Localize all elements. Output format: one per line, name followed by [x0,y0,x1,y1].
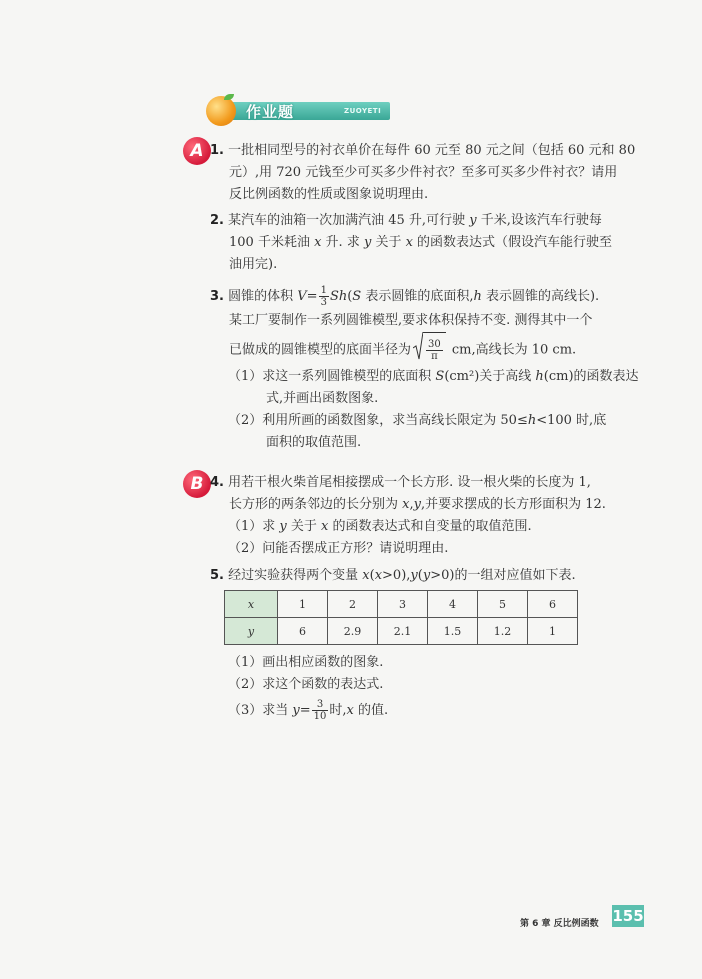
variable: x [405,235,413,250]
variable: y [422,568,431,583]
variable: y [469,213,477,228]
table-cell: 1.5 [428,618,478,645]
text: （2）求这个函数的表达式. [228,677,384,692]
variable: x [362,568,370,583]
text: 表示圆锥的底面积, [361,289,474,304]
variable: x [374,568,383,583]
text: ,并要求摆成的长方形面积为 12. [420,497,606,512]
fraction-denominator: 3 [320,297,327,308]
text: 的值. [353,703,389,718]
question-number: 5. [210,568,224,583]
text: >0)的一组对应值如下表. [430,568,576,583]
text: ( [369,568,375,583]
question-5 [210,565,576,587]
fraction-numerator: 1 [320,285,327,296]
text: ( [347,289,353,304]
text: （1）求这一系列圆锥模型的底面积 [228,369,436,384]
text: 的函数表达式和自变量的取值范围. [328,519,532,534]
variable: x [402,497,410,512]
table-cell: 6 [528,591,578,618]
text: 时, [329,703,347,718]
fraction-numerator: 3 [312,699,329,711]
square-root [413,332,446,368]
page-number: 155 [612,907,644,925]
text: (cm)的函数表达 [543,369,639,384]
text: , [409,497,414,512]
leaf-icon [224,94,234,100]
text: 关于 [371,235,406,250]
text: （1）求 [228,519,280,534]
text: 已做成的圆锥模型的底面半径为 [229,342,412,358]
text: 100 千米耗油 [229,235,315,250]
variable: y [292,703,300,718]
variable: y [413,497,421,512]
text: 的函数表达式（假设汽车能行驶至 [412,235,613,250]
text: （2）问能否摆成正方形？请说明理由. [228,541,449,556]
text: 长方形的两条邻边的长分别为 [229,497,403,512]
text: >0), [382,568,411,583]
table-row [225,618,578,645]
question-number: 2. [210,213,224,228]
question-2 [210,210,612,276]
question-text: 元）,用 720 元钱至少可买多少件衬衣？至多可买多少件衬衣？请用 [229,165,618,180]
text: （3）求当 [228,703,293,718]
question-1 [210,140,635,206]
text: <100 时,底 [536,413,607,428]
text: 某汽车的油箱一次加满汽油 45 升,可行驶 [228,213,470,228]
orange-icon [206,96,236,126]
value-table [224,590,578,645]
fraction-numerator: 30 [428,339,441,350]
table-cell: 2.1 [378,618,428,645]
variable: V [297,289,307,304]
text: （1）画出相应函数的图象. [228,655,384,670]
question-number: 3. [210,289,224,304]
text: 升. 求 [321,235,364,250]
variable: x [321,519,329,534]
table-header-y: y [225,618,278,645]
banner-title: 作业题 [246,103,295,121]
text: 油用完). [229,257,278,272]
text: 千米,设该汽车行驶每 [476,213,602,228]
equals-sign: = [306,289,318,304]
question-3 [210,284,639,454]
text: ( [417,568,423,583]
table-cell: 6 [278,618,328,645]
chapter-label: 第 6 章 反比例函数 [520,919,599,929]
level-b-badge-icon: B [183,470,211,498]
question-number: 1. [210,143,224,158]
table-cell: 1 [528,618,578,645]
table-cell: 1.2 [478,618,528,645]
variable: y [279,519,287,534]
table-cell: 2.9 [328,618,378,645]
text: 表示圆锥的高线长). [481,289,600,304]
text: 关于 [286,519,322,534]
table-cell: 5 [478,591,528,618]
question-number: 4. [210,475,224,490]
table-cell: 2 [328,591,378,618]
variable: h [527,413,537,428]
fraction-denominator: π [431,351,438,362]
homework-banner [200,94,392,128]
variable: S [352,289,362,304]
variable: Sh [329,289,348,304]
question-5-parts [210,652,388,726]
text: cm,高线长为 10 cm. [447,342,577,358]
fraction [319,285,329,308]
question-text: 反比例函数的性质或图象说明理由. [229,187,429,202]
table-header-x: x [225,591,278,618]
fraction-denominator: 10 [313,711,327,722]
table-row [225,591,578,618]
variable: x [314,235,322,250]
text: 用若干根火柴首尾相接摆成一个长方形. 设一根火柴的长度为 1, [228,475,591,490]
question-4 [210,472,606,560]
table-cell: 3 [378,591,428,618]
text: 某工厂要制作一系列圆锥模型,要求体积保持不变. 测得其中一个 [229,313,593,328]
variable: h [473,289,482,304]
table-cell: 4 [428,591,478,618]
text: (cm²)关于高线 [444,369,536,384]
question-text: 一批相同型号的衬衣单价在每件 60 元至 80 元之间（包括 60 元和 80 [228,143,636,158]
equals-sign: = [299,703,311,718]
fraction [312,699,329,722]
variable: x [346,703,354,718]
text: 圆锥的体积 [228,289,298,304]
text: 式,并画出函数图象. [266,391,379,406]
table-cell: 1 [278,591,328,618]
banner-subtitle: ZUOYETI [344,107,382,115]
text: 经过实验获得两个变量 [228,568,363,583]
variable: y [410,568,418,583]
fraction [426,339,443,362]
radical-sign-icon [413,332,423,360]
variable: h [535,369,544,384]
variable: S [435,369,445,384]
level-a-badge-icon: A [183,137,211,165]
text: （2）利用所画的函数图象，求当高线长限定为 50≤ [228,413,528,428]
variable: y [363,235,372,250]
text: 面积的取值范围. [266,435,362,450]
